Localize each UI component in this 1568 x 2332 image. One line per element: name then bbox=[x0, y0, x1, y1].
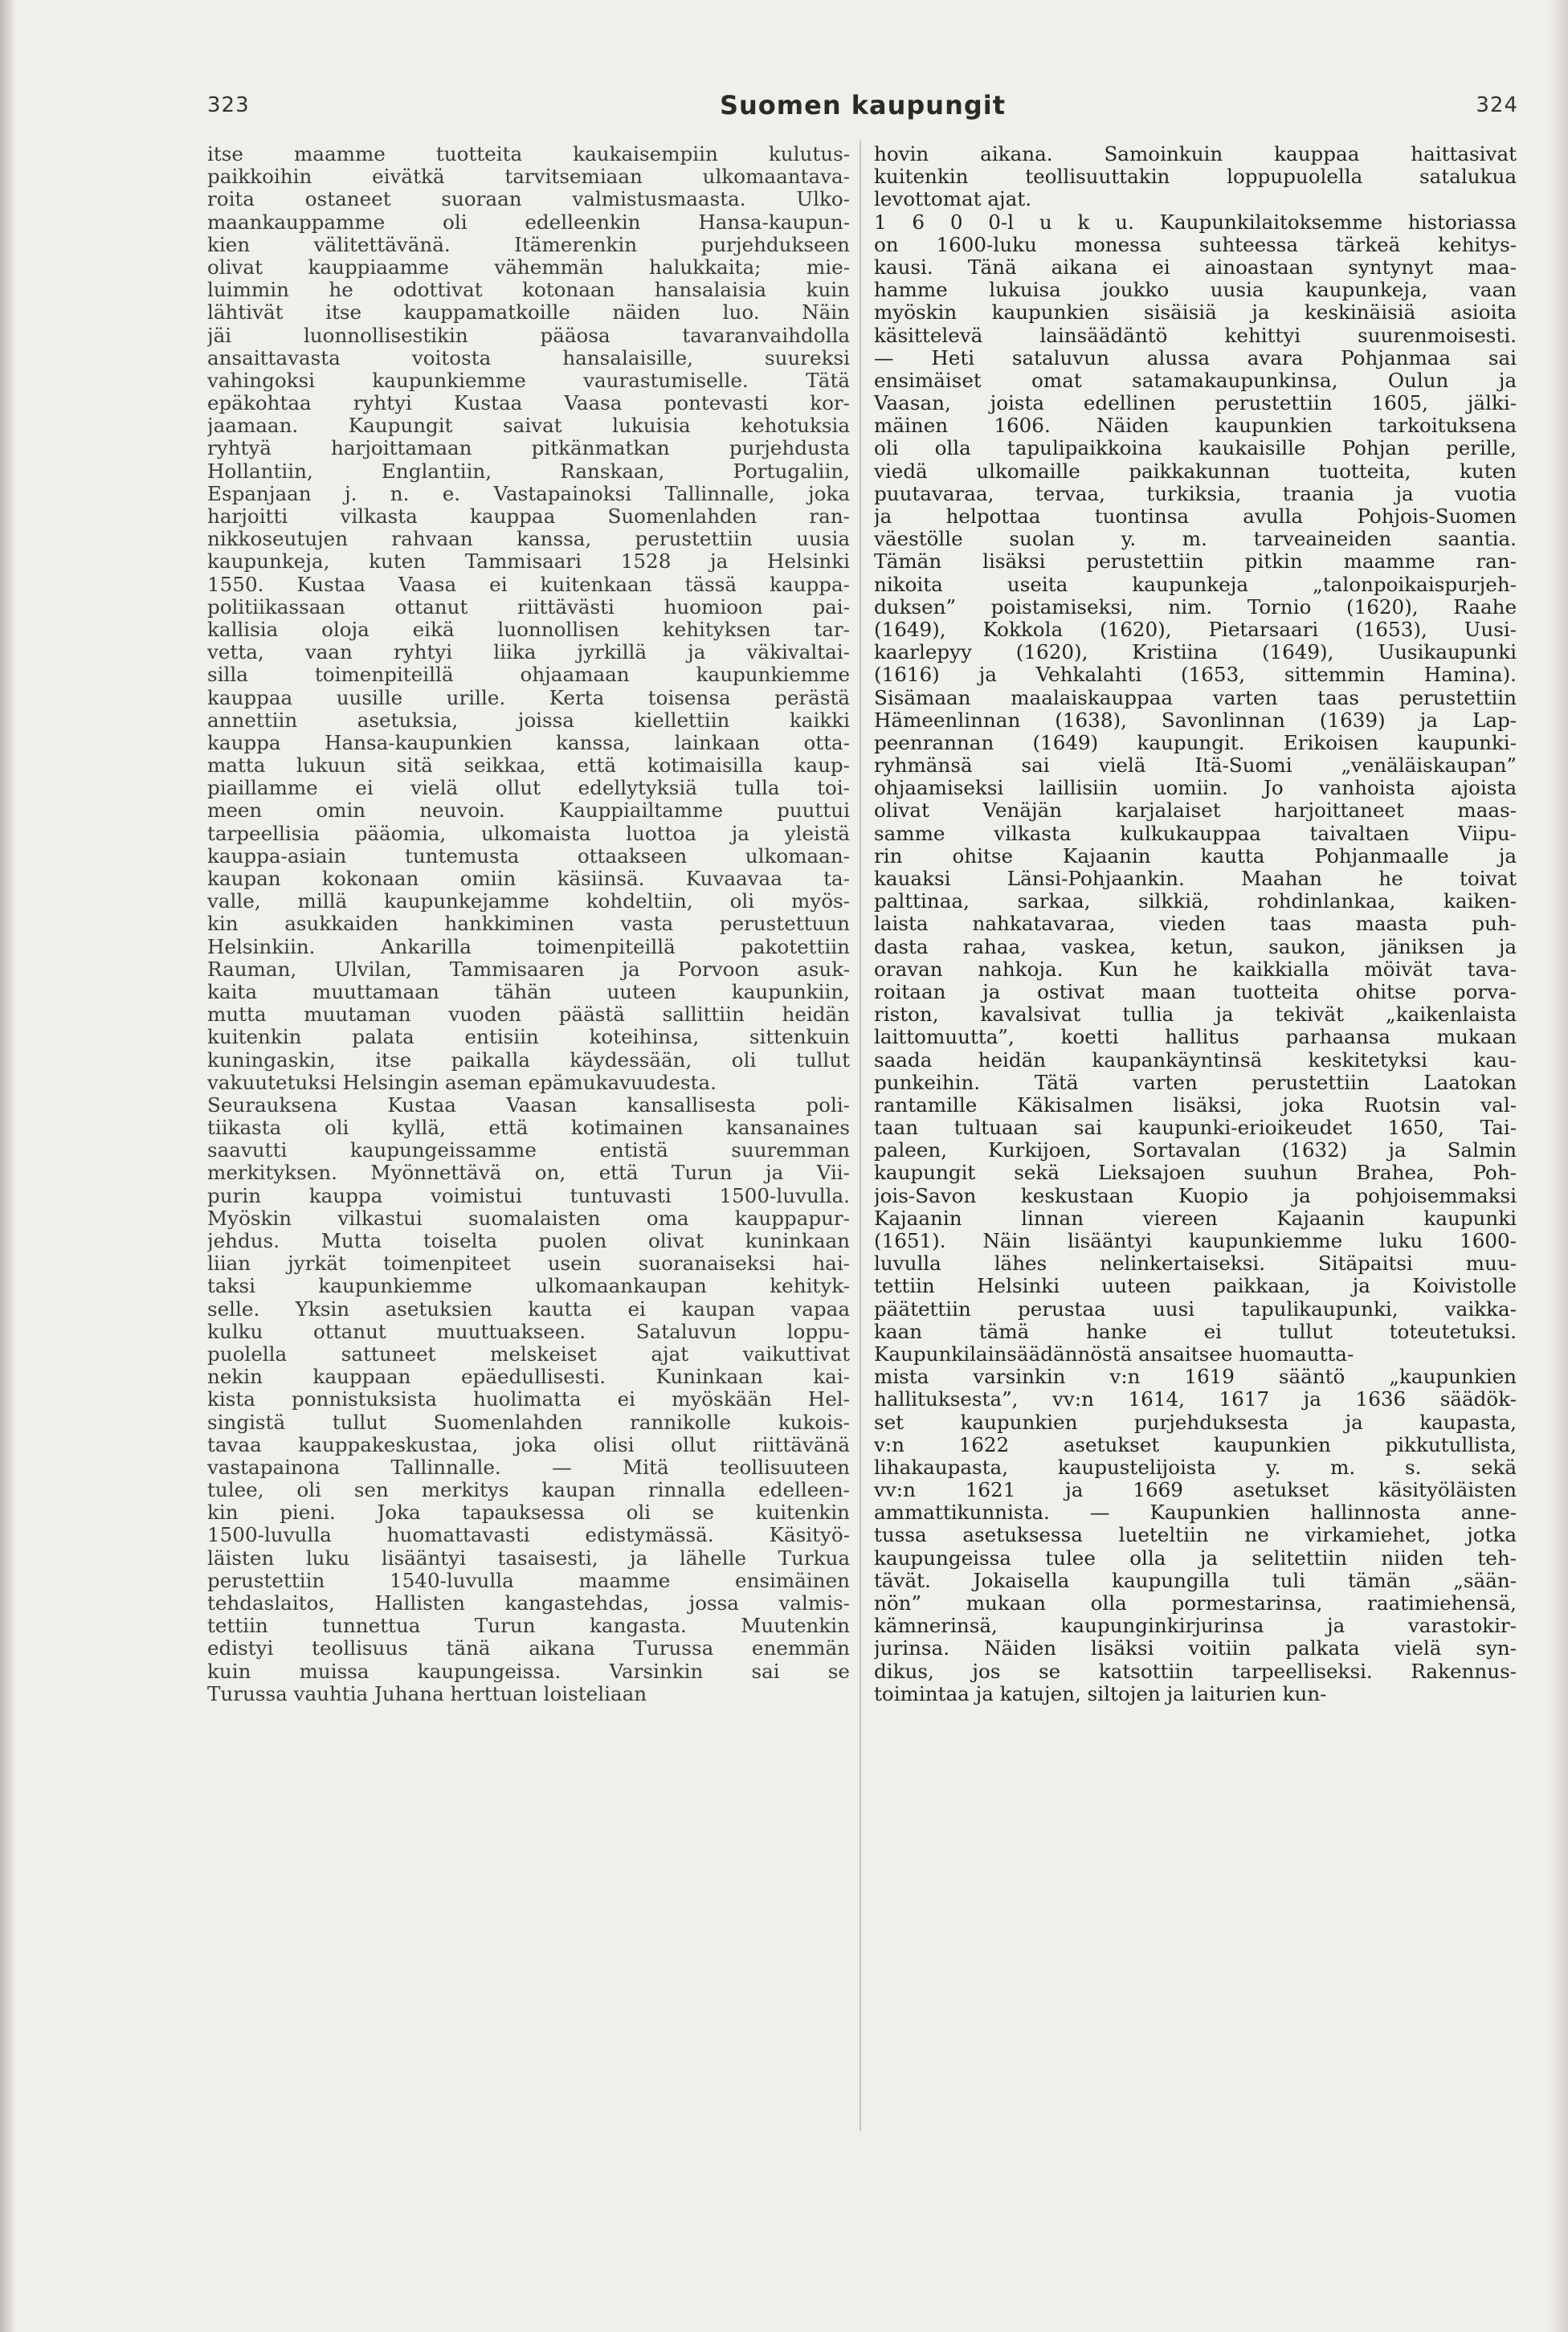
text-line: puolella sattuneet melskeiset ajat vaikuttivat bbox=[207, 1342, 850, 1366]
text-line: riston, kavalsivat tullia ja tekivät „kaikenlaista bbox=[874, 1003, 1517, 1027]
text-line: jehdus. Mutta toiselta puolen olivat kuninkaan bbox=[207, 1230, 850, 1252]
text-line: jäi luonnollisestikin pääosa tavaranvaihdolla bbox=[207, 324, 850, 347]
text-line: Turussa vauhtia Juhana herttuan loisteliaan bbox=[207, 1682, 647, 1705]
text-line: saavutti kaupungeissamme entistä suuremman bbox=[207, 1139, 850, 1162]
text-line: myöskin kaupunkien sisäisiä ja keskinäisiä asioita bbox=[874, 301, 1517, 325]
text-line: harjoitti vilkasta kauppaa Suomenlahden ran- bbox=[207, 505, 850, 528]
text-line: luimmin he odottivat kotonaan hansalaisia kuin bbox=[207, 279, 850, 302]
text-line: tävät. Jokaisella kaupungilla tuli tämän „sään- bbox=[874, 1569, 1517, 1592]
text-line: läisten luku lisääntyi tasaisesti, ja lähelle Turkua bbox=[207, 1546, 850, 1570]
text-line: dasta rahaa, vaskea, ketun, saukon, jäniksen ja bbox=[874, 935, 1517, 958]
text-line: hallituksesta”, vv:n 1614, 1617 ja 1636 säädök- bbox=[874, 1388, 1517, 1411]
text-line: ensimäiset omat satamakaupunkinsa, Oulun ja bbox=[874, 369, 1517, 392]
text-line: tavaa kauppakeskustaa, joka olisi ollut riittävänä bbox=[207, 1433, 850, 1456]
text-line: kuningaskin, itse paikalla käydessään, oli tullut bbox=[207, 1048, 850, 1072]
text-line: ja helpottaa tuontinsa avulla Pohjois-Suomen bbox=[874, 505, 1517, 528]
text-line: puutavaraa, tervaa, turkiksia, traania ja vuotia bbox=[874, 482, 1517, 505]
text-line: — Heti sataluvun alussa avara Pohjanmaa sai bbox=[874, 346, 1517, 370]
text-line: rantamille Käkisalmen lisäksi, joka Ruotsin val- bbox=[874, 1093, 1517, 1117]
text-line: liian jyrkät toimenpiteet usein suoranaiseksi hai- bbox=[207, 1252, 850, 1276]
text-line: käsittelevä lainsäädäntö kehittyi suurenmoisesti. bbox=[874, 324, 1517, 347]
text-line: set kaupunkien purjehduksesta ja kaupasta, bbox=[874, 1411, 1517, 1434]
left-text-column bbox=[207, 143, 850, 1705]
text-line: dikus, jos se katsottiin tarpeelliseksi. Rakennus- bbox=[874, 1660, 1517, 1683]
text-line: nikkoseutujen rahvaan kanssa, perustettiin uusia bbox=[207, 528, 850, 551]
text-line: laittomuutta”, koetti hallitus parhaansa mukaan bbox=[874, 1026, 1517, 1049]
text-line: mista varsinkin v:n 1619 sääntö „kaupunkien bbox=[874, 1366, 1517, 1389]
running-title: Suomen kaupungit bbox=[719, 90, 1007, 120]
text-line: valle, millä kaupunkejamme kohdeltiin, oli myös- bbox=[207, 890, 850, 913]
text-line: Sisämaan maalaiskauppaa varten taas perustettiin bbox=[874, 686, 1517, 709]
text-line: purin kauppa voimistui tuntuvasti 1500-luvulla. bbox=[207, 1184, 850, 1207]
text-line: olivat kauppiaamme vähemmän halukkaita; mie- bbox=[207, 255, 850, 279]
text-line: tulee, oli sen merkitys kaupan rinnalla edelleen- bbox=[207, 1479, 850, 1502]
text-line: kulku ottanut muuttuakseen. Sataluvun loppu- bbox=[207, 1320, 850, 1343]
running-header bbox=[207, 90, 1518, 135]
text-line: ammattikunnista. — Kaupunkien hallinnosta anne- bbox=[874, 1501, 1517, 1525]
text-line: ohjaamiseksi laillisiin uomiin. Jo vanhoista ajoista bbox=[874, 777, 1517, 800]
text-line: kallisia oloja eikä luonnollisen kehityksen tar- bbox=[207, 618, 850, 641]
text-line: Kaupunkilainsäädännöstä ansaitsee huomautta- bbox=[874, 1342, 1354, 1366]
text-line: vahingoksi kaupunkiemme vaurastumiselle. Tätä bbox=[207, 369, 850, 392]
text-line: toimintaa ja katujen, siltojen ja laiturien kun- bbox=[874, 1682, 1327, 1705]
text-line: tehdaslaitos, Hallisten kangastehdas, jossa valmis- bbox=[207, 1592, 850, 1615]
text-line: perustettiin 1540-luvulla maamme ensimäinen bbox=[207, 1569, 850, 1592]
text-line: jaamaan. Kaupungit saivat lukuisia kehotuksia bbox=[207, 415, 850, 438]
text-line: matta lukuun sitä seikkaa, että kotimaisilla kaup- bbox=[207, 754, 850, 778]
text-line: Hollantiin, Englantiin, Ranskaan, Portugaliin, bbox=[207, 459, 850, 483]
text-line: nikoita useita kaupunkeja „talonpoikaispurjeh- bbox=[874, 573, 1517, 596]
text-line: edistyi teollisuus tänä aikana Turussa enemmän bbox=[207, 1637, 850, 1660]
text-line: nön” mukaan olla pormestarinsa, raatimiehensä, bbox=[874, 1592, 1517, 1615]
text-line: 1550. Kustaa Vaasa ei kuitenkaan tässä kauppa- bbox=[207, 573, 850, 596]
page-edge-left bbox=[0, 0, 16, 2332]
text-line: jurinsa. Näiden lisäksi voitiin palkata vielä syn- bbox=[874, 1637, 1517, 1660]
text-line: kista ponnistuksista huolimatta ei myöskään Hel- bbox=[207, 1388, 850, 1411]
text-line: lihakaupasta, kaupustelijoista y. m. s. sekä bbox=[874, 1456, 1517, 1479]
text-line: annettiin asetuksia, joissa kiellettiin kaikki bbox=[207, 709, 850, 732]
right-text-column bbox=[874, 143, 1517, 1705]
text-line: samme vilkasta kulkukauppaa taivaltaen Viipu- bbox=[874, 822, 1517, 845]
text-line: ansaittavasta voitosta hansalaisille, suureksi bbox=[207, 346, 850, 370]
text-line: Kajaanin linnan viereen Kajaanin kaupunki bbox=[874, 1207, 1517, 1230]
text-line: kaupan kokonaan omiin käsiinsä. Kuvaavaa ta- bbox=[207, 868, 850, 890]
left-page-number: 323 bbox=[207, 93, 250, 117]
text-line: tettiin tunnettua Turun kangasta. Muutenkin bbox=[207, 1615, 850, 1638]
text-line: vastapainona Tallinnalle. — Mitä teollisuuteen bbox=[207, 1456, 850, 1479]
text-line: (1616) ja Vehkalahti (1653, sittemmin Hamina). bbox=[874, 664, 1517, 687]
text-line: kuitenkin palata entisiin koteihinsa, sittenkuin bbox=[207, 1026, 850, 1049]
text-line: meen omin neuvoin. Kauppiailtamme puuttui bbox=[207, 799, 850, 823]
text-line: kuin muissa kaupungeissa. Varsinkin sai se bbox=[207, 1660, 850, 1683]
text-line: punkeihin. Tätä varten perustettiin Laatokan bbox=[874, 1071, 1517, 1094]
right-page-number: 324 bbox=[1476, 93, 1518, 117]
text-line: silla toimenpiteillä ohjaamaan kaupunkiemme bbox=[207, 664, 850, 687]
text-line: oli olla tapulipaikkoina kaukaisille Pohjan perille, bbox=[874, 437, 1517, 460]
text-line: vakuutetuksi Helsingin aseman epämukavuudesta. bbox=[207, 1071, 717, 1094]
text-line: oravan nahkoja. Kun he kaikkialla möivät tava- bbox=[874, 958, 1517, 981]
text-line: singistä tullut Suomenlahden rannikolle kukois- bbox=[207, 1411, 850, 1434]
text-line: kaupungeissa tulee olla ja selitettiin niiden teh- bbox=[874, 1546, 1517, 1570]
text-line: roita ostaneet suoraan valmistusmaasta. Ulko- bbox=[207, 188, 850, 211]
text-line: paikkoihin eivätkä tarvitsemiaan ulkomaantava- bbox=[207, 165, 850, 189]
text-line: kaita muuttamaan tähän uuteen kaupunkiin, bbox=[207, 980, 850, 1003]
text-line: kaarlepyy (1620), Kristiina (1649), Uusikaupunki bbox=[874, 641, 1517, 664]
text-line: tiikasta oli kyllä, että kotimainen kansanaines bbox=[207, 1117, 850, 1140]
text-line: palttinaa, sarkaa, silkkiä, rohdinlankaa, kaiken- bbox=[874, 890, 1517, 913]
text-line: 1500-luvulla huomattavasti edistymässä. Käsityö- bbox=[207, 1524, 850, 1547]
text-line: kaupunkeja, kuten Tammisaari 1528 ja Helsinki bbox=[207, 550, 850, 574]
text-line: Helsinkiin. Ankarilla toimenpiteillä pakotettiin bbox=[207, 935, 850, 958]
text-line: kaan tämä hanke ei tullut toteutetuksi. bbox=[874, 1320, 1517, 1343]
text-line: väestölle suolan y. m. tarveaineiden saantia. bbox=[874, 528, 1517, 551]
text-line: olivat Venäjän karjalaiset harjoittaneet maas- bbox=[874, 799, 1517, 823]
text-line: levottomat ajat. bbox=[874, 188, 1032, 211]
text-line: v:n 1622 asetukset kaupunkien pikkutullista, bbox=[874, 1433, 1517, 1456]
text-line: ryhmänsä sai vielä Itä-Suomi „venäläiskaupan” bbox=[874, 754, 1517, 778]
text-line: Hämeenlinnan (1638), Savonlinnan (1639) ja Lap- bbox=[874, 709, 1517, 732]
text-line: on 1600-luku monessa suhteessa tärkeä kehitys- bbox=[874, 233, 1517, 256]
text-line: kauppa-asiain tuntemusta ottaakseen ulkomaan- bbox=[207, 844, 850, 868]
text-line: itse maamme tuotteita kaukaisempiin kulutus- bbox=[207, 143, 850, 165]
text-line: lähtivät itse kauppamatkoille näiden luo. Näin bbox=[207, 301, 850, 325]
column-divider bbox=[860, 141, 861, 2131]
text-line: ryhtyä harjoittamaan pitkänmatkan purjehdusta bbox=[207, 437, 850, 460]
text-line: laista nahkatavaraa, vieden taas maasta puh- bbox=[874, 913, 1517, 936]
text-line: luvulla lähes nelinkertaiseksi. Sitäpaitsi muu- bbox=[874, 1252, 1517, 1276]
text-line: peenrannan (1649) kaupungit. Erikoisen kaupunki- bbox=[874, 731, 1517, 754]
text-line: kin asukkaiden hankkiminen vasta perustettuun bbox=[207, 913, 850, 936]
text-line: hovin aikana. Samoinkuin kauppaa haittasivat bbox=[874, 143, 1517, 165]
text-line: mutta muutaman vuoden päästä sallittiin heidän bbox=[207, 1003, 850, 1027]
text-line: hamme lukuisa joukko uusia kaupunkeja, vaan bbox=[874, 279, 1517, 302]
text-line: taan tultuaan sai kaupunki-erioikeudet 1650, Tai- bbox=[874, 1117, 1517, 1140]
text-line: epäkohtaa ryhtyi Kustaa Vaasa pontevasti kor- bbox=[207, 392, 850, 415]
text-line: piaillamme ei vielä ollut edellytyksiä tulla toi- bbox=[207, 777, 850, 800]
text-line: Myöskin vilkastui suomalaisten oma kauppapur- bbox=[207, 1207, 850, 1230]
text-line: vetta, vaan ryhtyi liika jyrkillä ja väkivaltai- bbox=[207, 641, 850, 664]
text-line: mäinen 1606. Näiden kaupunkien tarkoituksena bbox=[874, 415, 1517, 438]
text-line: Rauman, Ulvilan, Tammisaaren ja Porvoon asuk- bbox=[207, 958, 850, 981]
text-line: politiikassaan ottanut riittävästi huomioon pai- bbox=[207, 595, 850, 619]
text-line: kauppa Hansa-kaupunkien kanssa, lainkaan otta- bbox=[207, 731, 850, 754]
text-line: (1649), Kokkola (1620), Pietarsaari (1653), Uusi- bbox=[874, 618, 1517, 641]
text-line: (1651). Näin lisääntyi kaupunkiemme luku 1600- bbox=[874, 1230, 1517, 1252]
text-line: kämnerinsä, kaupunginkirjurinsa ja varastokir- bbox=[874, 1615, 1517, 1638]
text-line: kauppaa uusille urille. Kerta toisensa perästä bbox=[207, 686, 850, 709]
text-line: saada heidän kaupankäyntinsä keskitetyksi kau- bbox=[874, 1048, 1517, 1072]
text-line: maankauppamme oli edelleenkin Hansa-kaupun- bbox=[207, 210, 850, 234]
text-line: merkityksen. Myönnettävä on, että Turun ja Vii- bbox=[207, 1162, 850, 1185]
text-line: paleen, Kurkijoen, Sortavalan (1632) ja Salmin bbox=[874, 1139, 1517, 1162]
text-line: Seurauksena Kustaa Vaasan kansallisesta poli- bbox=[207, 1093, 850, 1117]
text-line: tarpeellisia pääomia, ulkomaista luottoa ja yleistä bbox=[207, 822, 850, 845]
text-line: 1 6 0 0-l u k u. Kaupunkilaitoksemme historiassa bbox=[874, 210, 1517, 234]
text-line: duksen” poistamiseksi, nim. Tornio (1620), Raahe bbox=[874, 595, 1517, 619]
text-line: roitaan ja ostivat maan tuotteita ohitse porva- bbox=[874, 980, 1517, 1003]
text-line: kin pieni. Joka tapauksessa oli se kuitenkin bbox=[207, 1501, 850, 1525]
text-line: tussa asetuksessa lueteltiin ne virkamiehet, jotka bbox=[874, 1524, 1517, 1547]
text-line: Espanjaan j. n. e. Vastapainoksi Tallinnalle, joka bbox=[207, 482, 850, 505]
text-line: selle. Yksin asetuksien kautta ei kaupan vapaa bbox=[207, 1297, 850, 1321]
text-line: rin ohitse Kajaanin kautta Pohjanmaalle ja bbox=[874, 844, 1517, 868]
text-line: kaupungit sekä Lieksajoen suuhun Brahea, Poh- bbox=[874, 1162, 1517, 1185]
text-line: päätettiin perustaa uusi tapulikaupunki, vaikka- bbox=[874, 1297, 1517, 1321]
text-line: Tämän lisäksi perustettiin pitkin maamme ran- bbox=[874, 550, 1517, 574]
text-line: kien välitettävänä. Itämerenkin purjehdukseen bbox=[207, 233, 850, 256]
text-line: tettiin Helsinki uuteen paikkaan, ja Koivistolle bbox=[874, 1275, 1517, 1298]
text-line: kausi. Tänä aikana ei ainoastaan syntynyt maa- bbox=[874, 255, 1517, 279]
text-line: kauaksi Länsi-Pohjaankin. Maahan he toivat bbox=[874, 868, 1517, 890]
text-line: vv:n 1621 ja 1669 asetukset käsityöläisten bbox=[874, 1479, 1517, 1502]
text-line: Vaasan, joista edellinen perustettiin 1605, jälki- bbox=[874, 392, 1517, 415]
text-line: viedä ulkomaille paikkakunnan tuotteita, kuten bbox=[874, 459, 1517, 483]
text-line: kuitenkin teollisuuttakin loppupuolella satalukua bbox=[874, 165, 1517, 189]
text-line: taksi kaupunkiemme ulkomaankaupan kehityk- bbox=[207, 1275, 850, 1298]
text-line: nekin kauppaan epäedullisesti. Kuninkaan kai- bbox=[207, 1366, 850, 1389]
page-edge-right bbox=[1547, 0, 1568, 2332]
text-line: jois-Savon keskustaan Kuopio ja pohjoisemmaksi bbox=[874, 1184, 1517, 1207]
